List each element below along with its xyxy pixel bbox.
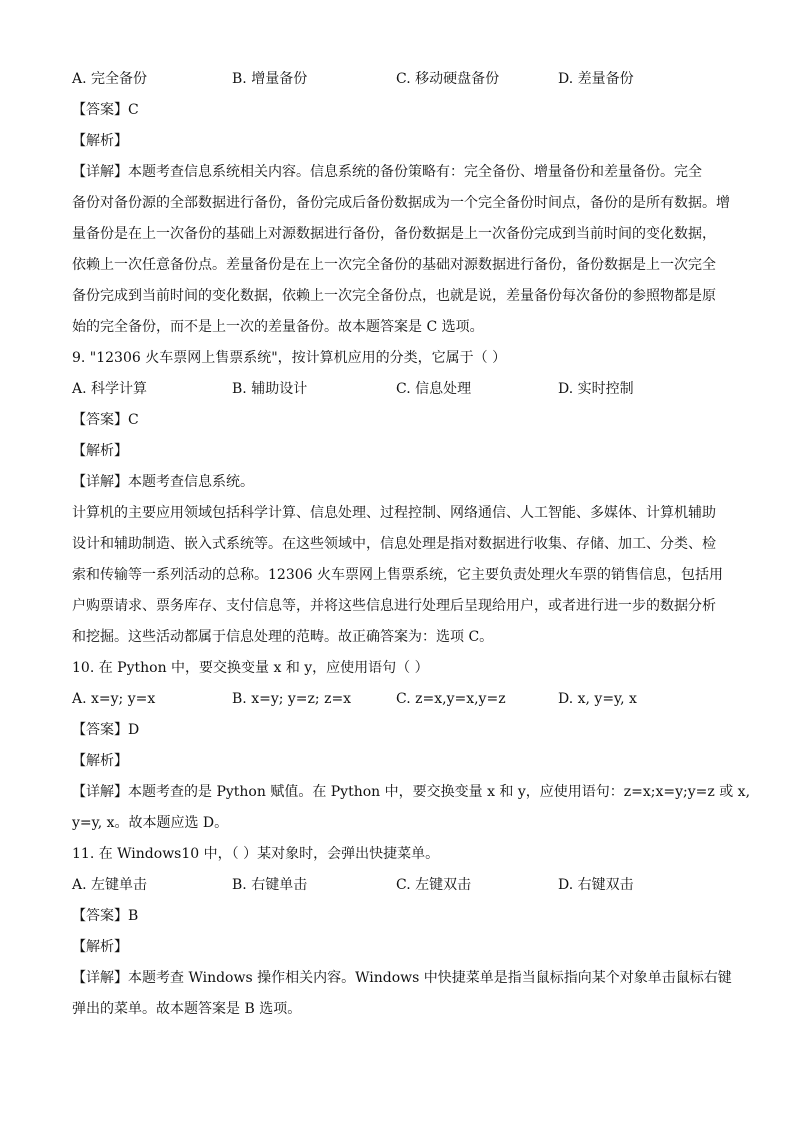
- q8-option-d: D. 差量备份: [558, 71, 634, 87]
- q10-option-c: C. z=x,y=x,y=z: [396, 691, 506, 707]
- q10-detail: [72, 777, 751, 839]
- q10-option-d: D. x, y=y, x: [558, 691, 637, 707]
- q9-answer: 【答案】C: [72, 412, 139, 428]
- q9-detail-line: 和挖掘。这些活动都属于信息处理的范畴。故正确答案为：选项 C。: [72, 629, 494, 645]
- q11-detail-line: 【详解】本题考查 Windows 操作相关内容。Windows 中快捷菜单是指当鼠标指向某个对象单击鼠标右键: [72, 970, 732, 986]
- q8-option-b: B. 增量备份: [232, 71, 308, 87]
- q9-detail-line: 户购票请求、票务库存、支付信息等，并将这些信息进行处理后呈现给用户，或者进行进一步的数据分析: [72, 598, 716, 614]
- q8-detail-line: 依赖上一次任意备份点。差量备份是在上一次完全备份的基础对源数据进行备份，备份数据是上一次完全: [72, 257, 716, 273]
- q9-option-a: A. 科学计算: [72, 381, 148, 397]
- q11-detail: [72, 963, 732, 1025]
- q10-options: [72, 684, 722, 715]
- q11-option-b: B. 右键单击: [232, 877, 308, 893]
- q10-option-a: A. x=y; y=x: [72, 691, 156, 707]
- q9-option-b: B. 辅助设计: [232, 381, 308, 397]
- q11-analysis-label: 【解析】: [72, 939, 128, 955]
- q9-option-d: D. 实时控制: [558, 381, 634, 397]
- q8-detail-line: 备份完成到当前时间的变化数据，依赖上一次完全备份点，也就是说，差量备份每次备份的参照物都是原: [72, 288, 716, 304]
- q8-answer: 【答案】C: [72, 102, 139, 118]
- q9-detail: [72, 498, 722, 653]
- q9-analysis-label: 【解析】: [72, 443, 128, 459]
- q9-detail-head: 【详解】本题考查信息系统。: [72, 474, 254, 490]
- q10-detail-line: y=y, x。故本题应选 D。: [72, 815, 229, 831]
- q9-detail-line: 设计和辅助制造、嵌入式系统等。在这些领域中，信息处理是指对数据进行收集、存储、加工、分类、检: [72, 536, 716, 552]
- q8-option-c: C. 移动硬盘备份: [396, 71, 500, 87]
- q8-detail-line: 量备份是在上一次备份的基础上对源数据进行备份，备份数据是上一次备份完成到当前时间的变化数据，: [72, 226, 716, 242]
- q8-detail-line: 始的完全备份，而不是上一次的差量备份。故本题答案是 C 选项。: [72, 319, 484, 335]
- q10-analysis-label: 【解析】: [72, 753, 128, 769]
- q11-options: [72, 870, 722, 901]
- q9-options: [72, 374, 722, 405]
- q8-detail: [72, 157, 730, 343]
- q11-question: 11. 在 Windows10 中，（ ）某对象时，会弹出快捷菜单。: [72, 846, 440, 862]
- q11-option-c: C. 左键双击: [396, 877, 472, 893]
- q9-detail-line: 计算机的主要应用领域包括科学计算、信息处理、过程控制、网络通信、人工智能、多媒体、计算机辅助: [72, 505, 716, 521]
- document-page: [72, 64, 751, 1025]
- q9-detail-line: 索和传输等一系列活动的总称。12306 火车票网上售票系统，它主要负责处理火车票的销售信息，包括用: [72, 567, 723, 583]
- q11-detail-line: 弹出的菜单。故本题答案是 B 选项。: [72, 1001, 302, 1017]
- q10-answer: 【答案】D: [72, 722, 140, 738]
- q10-option-b: B. x=y; y=z; z=x: [232, 691, 352, 707]
- q11-answer: 【答案】B: [72, 908, 139, 924]
- q8-options: [72, 64, 722, 95]
- q11-option-d: D. 右键双击: [558, 877, 634, 893]
- q11-option-a: A. 左键单击: [72, 877, 148, 893]
- q10-question: 10. 在 Python 中，要交换变量 x 和 y，应使用语句（ ）: [72, 660, 429, 676]
- q10-detail-line: 【详解】本题考查的是 Python 赋值。在 Python 中，要交换变量 x 和 y，应使用语句：z=x;x=y;y=z 或 x,: [72, 784, 751, 800]
- q8-detail-line: 备份对备份源的全部数据进行备份，备份完成后备份数据成为一个完全备份时间点，备份的是所有数据。增: [72, 195, 730, 211]
- q8-detail-line: 【详解】本题考查信息系统相关内容。信息系统的备份策略有：完全备份、增量备份和差量备份。完全: [72, 164, 702, 180]
- q9-question: 9. "12306 火车票网上售票系统"，按计算机应用的分类，它属于（ ）: [72, 350, 507, 366]
- q9-option-c: C. 信息处理: [396, 381, 472, 397]
- q8-option-a: A. 完全备份: [72, 71, 148, 87]
- q8-analysis-label: 【解析】: [72, 133, 128, 149]
